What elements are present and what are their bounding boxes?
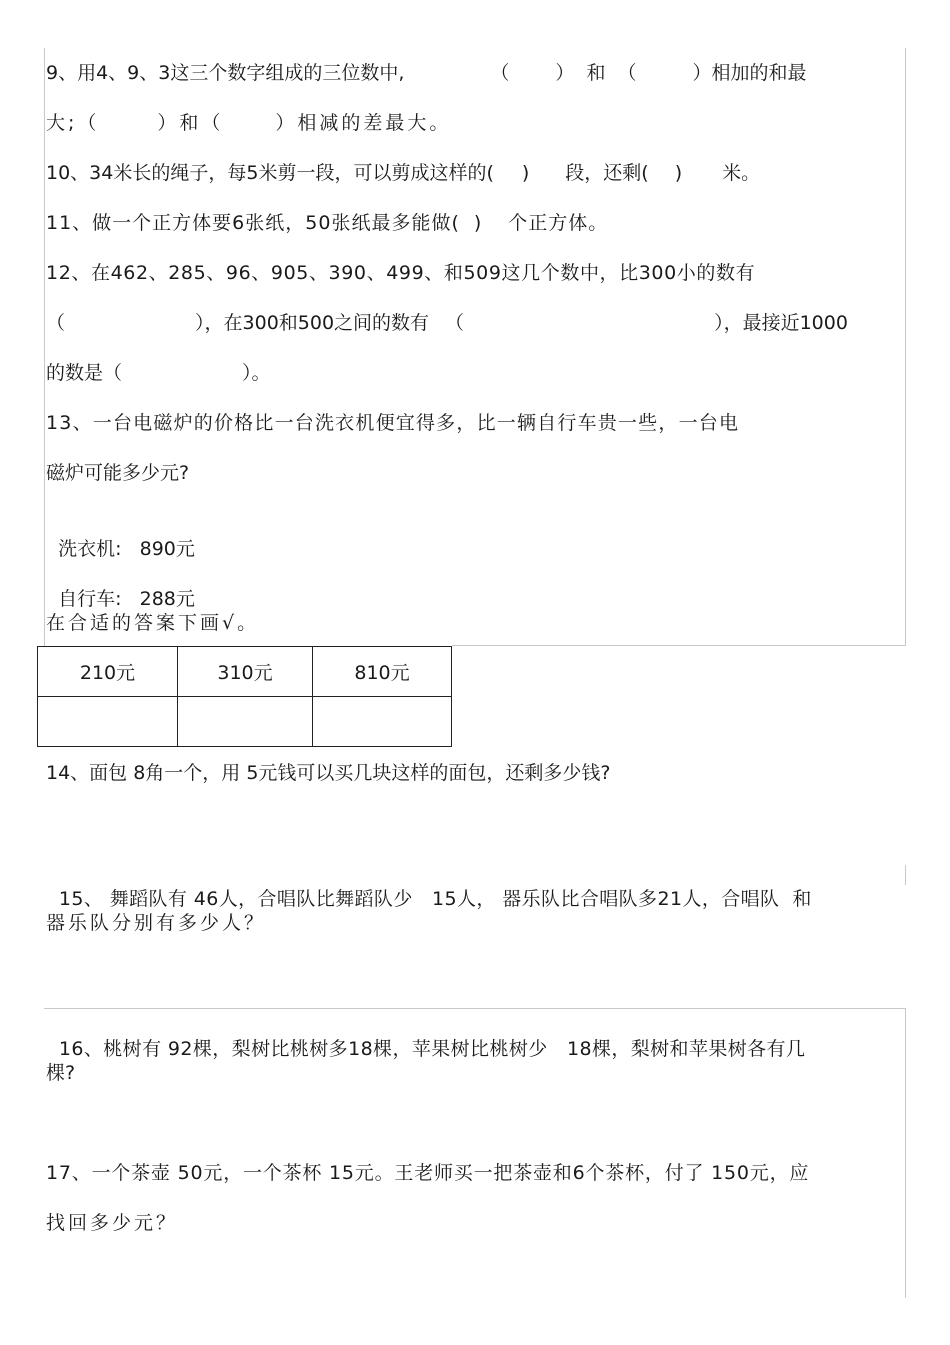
question-9-line-2: 大;（ ）和（ ）相减的差最大。 bbox=[46, 112, 452, 134]
answer-instruction: 在合适的答案下画√。 bbox=[46, 612, 260, 634]
bike-price: 自行车: 288元 bbox=[58, 588, 195, 610]
question-15-line-2: 器乐队分别有多少人？ bbox=[46, 912, 267, 934]
option-2: 310元 bbox=[178, 647, 313, 697]
question-12-line-2: （ ），在300和500之间的数有 （ ），最接近1000 bbox=[46, 312, 848, 334]
question-10: 10、34米长的绳子，每5米剪一段，可以剪成这样的( ) 段，还剩( ) 米。 bbox=[46, 162, 761, 184]
scan-border-left bbox=[44, 48, 45, 646]
scan-border-top-3 bbox=[44, 1008, 906, 1009]
check-cell-3[interactable] bbox=[313, 697, 452, 747]
question-9-line-1: 9、用4、9、3这三个数字组成的三位数中, （ ） 和 （ ）相加的和最 bbox=[46, 62, 807, 84]
answer-table bbox=[37, 646, 452, 747]
question-15-line-1: 15、 舞蹈队有 46人，合唱队比舞蹈队少 15人， 器乐队比合唱队多21人，合唱队 和 bbox=[58, 888, 812, 910]
scan-border-bottom bbox=[452, 645, 906, 646]
check-cell-1[interactable] bbox=[38, 697, 178, 747]
washer-price: 洗衣机: 890元 bbox=[58, 538, 195, 560]
answer-options-row bbox=[38, 647, 452, 697]
question-13-line-1: 13、一台电磁炉的价格比一台洗衣机便宜得多，比一辆自行车贵一些，一台电 bbox=[46, 412, 740, 434]
question-17-line-1: 17、一个茶壶 50元，一个茶杯 15元。王老师买一把茶壶和6个茶杯，付了 150元，应 bbox=[46, 1162, 810, 1184]
option-3: 810元 bbox=[313, 647, 452, 697]
option-1: 210元 bbox=[38, 647, 178, 697]
question-12-line-1: 12、在462、285、96、905、390、499、和509这几个数中，比300小的数有 bbox=[46, 262, 756, 284]
question-16-line-2: 棵? bbox=[46, 1062, 76, 1084]
question-11: 11、做一个正方体要6张纸，50张纸最多能做( ) 个正方体。 bbox=[46, 212, 609, 234]
answer-check-row bbox=[38, 697, 452, 747]
scan-border-right bbox=[905, 48, 906, 646]
question-12-line-3: 的数是（ ）。 bbox=[46, 362, 271, 384]
check-cell-2[interactable] bbox=[178, 697, 313, 747]
question-13-line-2: 磁炉可能多少元? bbox=[46, 462, 190, 484]
question-14: 14、面包 8角一个，用 5元钱可以买几块这样的面包，还剩多少钱? bbox=[46, 762, 611, 784]
scan-border-right-3 bbox=[905, 1008, 906, 1298]
question-17-line-2: 找回多少元？ bbox=[46, 1212, 179, 1234]
question-16-line-1: 16、桃树有 92棵，梨树比桃树多18棵，苹果树比桃树少 18棵，梨树和苹果树各有几 bbox=[58, 1038, 806, 1060]
